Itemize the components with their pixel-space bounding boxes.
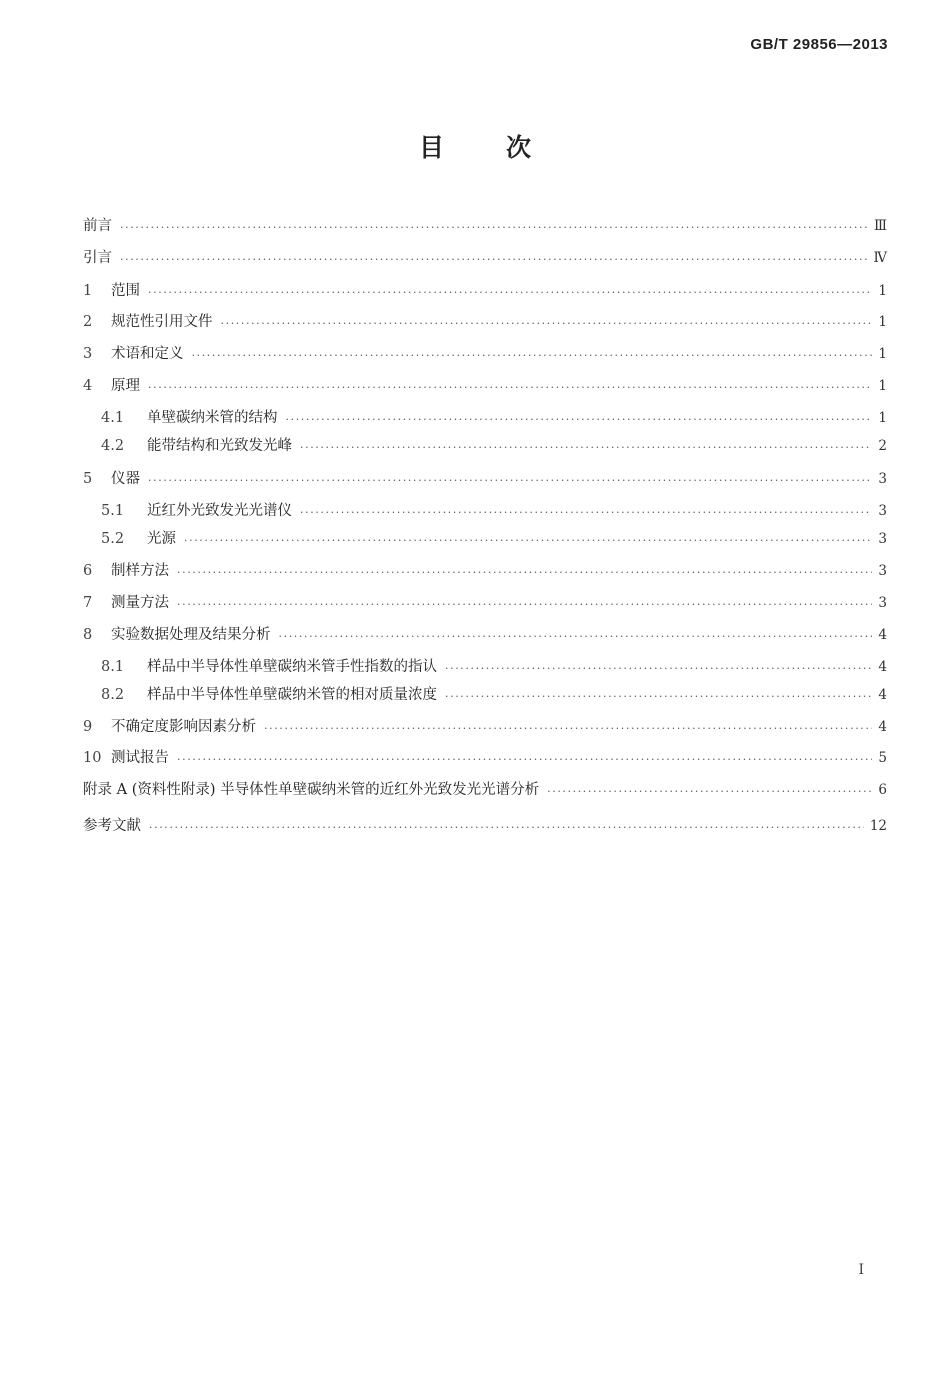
toc-entry-page: 1	[878, 283, 887, 299]
toc-entry[interactable]	[83, 560, 887, 582]
toc-entry-page: 4	[878, 687, 887, 703]
toc-entry[interactable]	[83, 779, 887, 801]
toc-entry[interactable]	[83, 468, 887, 490]
toc-entry[interactable]	[101, 435, 887, 457]
toc-entry-label: 近红外光致发光光谱仪	[147, 503, 292, 519]
toc-entry-label: 制样方法	[111, 563, 169, 579]
dot-leader	[300, 439, 872, 457]
toc-entry-label: 范围	[111, 283, 140, 299]
toc-entry-number: 7	[83, 595, 93, 611]
toc-entry-number: 8.1	[101, 659, 125, 675]
toc-entry-number: 4.2	[101, 438, 125, 454]
toc-entry[interactable]	[83, 624, 887, 646]
toc-entry-label: 测试报告	[111, 750, 169, 766]
toc-entry[interactable]	[101, 528, 887, 550]
toc-entry-number: 4	[83, 378, 93, 394]
toc-entry-page: 5	[878, 750, 887, 766]
toc-entry-page: 4	[878, 627, 887, 643]
toc-entry-label: 引言	[83, 250, 112, 266]
toc-entry-page: 3	[878, 595, 887, 611]
dot-leader	[148, 284, 872, 302]
toc-entry-number: 1	[83, 283, 93, 299]
toc-entry-page: 1	[878, 314, 887, 330]
toc-entry-label: 前言	[83, 218, 112, 234]
toc-entry[interactable]	[83, 375, 887, 397]
dot-leader	[547, 783, 872, 801]
dot-leader	[264, 720, 872, 738]
toc-entry-label: 实验数据处理及结果分析	[111, 627, 271, 643]
toc-entry-number: 9	[83, 719, 93, 735]
toc-entry[interactable]	[83, 592, 887, 614]
toc-entry-page: 4	[878, 719, 887, 735]
page-title: 目次	[418, 133, 593, 162]
toc-entry-number: 5.1	[101, 503, 125, 519]
toc-entry-label: 规范性引用文件	[111, 314, 213, 330]
dot-leader	[120, 219, 868, 237]
toc-entry-label: 术语和定义	[111, 346, 184, 362]
toc-entry[interactable]	[83, 311, 887, 333]
toc-entry-page: 1	[878, 346, 887, 362]
toc-entry-page: 2	[878, 438, 887, 454]
toc-entry[interactable]	[83, 215, 887, 237]
toc-entry-page: 3	[878, 503, 887, 519]
toc-entry-label: 样品中半导体性单壁碳纳米管的相对质量浓度	[147, 687, 437, 703]
toc-entry[interactable]	[83, 247, 887, 269]
toc-entry-number: 10	[83, 750, 102, 766]
toc-entry-page: 3	[878, 471, 887, 487]
dot-leader	[192, 347, 873, 365]
toc-entry-page: Ⅳ	[873, 250, 887, 266]
toc-entry-number: 6	[83, 563, 93, 579]
toc-entry-label: 光源	[147, 531, 176, 547]
toc-entry-page: Ⅲ	[873, 218, 887, 234]
toc-entry-number: 5.2	[101, 531, 125, 547]
toc-entry-label: 能带结构和光致发光峰	[147, 438, 292, 454]
dot-leader	[177, 751, 872, 769]
page-number: I	[858, 1262, 864, 1278]
toc-entry[interactable]	[83, 280, 887, 302]
dot-leader	[445, 688, 872, 706]
toc-entry-page: 3	[878, 563, 887, 579]
toc-entry[interactable]	[83, 716, 887, 738]
dot-leader	[300, 504, 872, 522]
toc-entry[interactable]	[101, 500, 887, 522]
toc-entry[interactable]	[83, 747, 887, 769]
toc-entry[interactable]	[101, 656, 887, 678]
toc-entry-label: 附录 A (资料性附录) 半导体性单壁碳纳米管的近红外光致发光光谱分析	[83, 782, 540, 798]
toc-entry[interactable]	[83, 343, 887, 365]
toc-entry-number: 2	[83, 314, 93, 330]
toc-entry[interactable]	[101, 684, 887, 706]
dot-leader	[148, 379, 872, 397]
toc-entry-label: 参考文献	[83, 818, 141, 834]
toc-entry[interactable]	[83, 815, 887, 837]
toc-entry-label: 测量方法	[111, 595, 169, 611]
toc-entry-label: 仪器	[111, 471, 140, 487]
standard-number: GB/T 29856—2013	[750, 36, 888, 53]
toc-entry-label: 不确定度影响因素分析	[111, 719, 256, 735]
toc-entry-label: 样品中半导体性单壁碳纳米管手性指数的指认	[147, 659, 437, 675]
toc-entry-page: 4	[878, 659, 887, 675]
dot-leader	[184, 532, 872, 550]
toc-entry-page: 6	[878, 782, 887, 798]
dot-leader	[177, 564, 872, 582]
dot-leader	[286, 411, 873, 429]
toc-entry-number: 8.2	[101, 687, 125, 703]
toc-entry-number: 8	[83, 627, 93, 643]
toc-entry-page: 1	[878, 378, 887, 394]
dot-leader	[148, 472, 872, 490]
toc-entry-label: 原理	[111, 378, 140, 394]
toc-entry-number: 3	[83, 346, 93, 362]
dot-leader	[149, 819, 864, 837]
toc-entry[interactable]	[101, 407, 887, 429]
dot-leader	[177, 596, 872, 614]
toc-entry-page: 3	[878, 531, 887, 547]
toc-entry-page: 1	[878, 410, 887, 426]
toc-entry-label: 单壁碳纳米管的结构	[147, 410, 278, 426]
dot-leader	[120, 251, 868, 269]
dot-leader	[279, 628, 873, 646]
toc-entry-number: 5	[83, 471, 93, 487]
toc-entry-page: 12	[869, 818, 887, 834]
dot-leader	[445, 660, 872, 678]
dot-leader	[221, 315, 873, 333]
toc-entry-number: 4.1	[101, 410, 125, 426]
